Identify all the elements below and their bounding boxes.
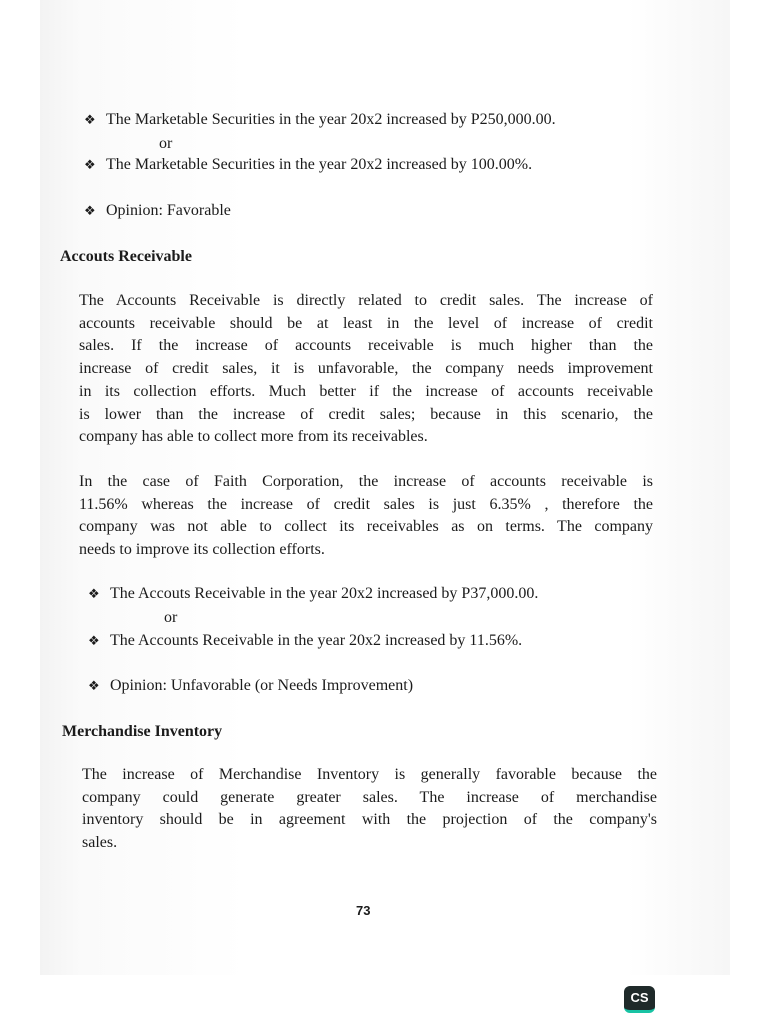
bullet-opinion-unfavorable: ❖ Opinion: Unfavorable (or Needs Improvement) xyxy=(88,676,413,697)
paragraph-faith-corporation xyxy=(79,471,653,562)
bullet-accounts-receivable-percent: ❖ The Accounts Receivable in the year 20x2 increased by 11.56%. xyxy=(88,631,522,652)
bullet-diamond-icon: ❖ xyxy=(88,587,100,602)
bullet-diamond-icon: ❖ xyxy=(84,204,96,219)
section-heading-merchandise-inventory: Merchandise Inventory xyxy=(62,723,223,740)
bullet-opinion-favorable: ❖ Opinion: Favorable xyxy=(84,201,231,222)
paragraph-line: company was not able to collect its receivables as on terms. The company xyxy=(79,518,653,536)
paragraph-line: sales. xyxy=(82,834,118,852)
paragraph-line: In the case of Faith Corporation, the increase of accounts receivable is xyxy=(79,473,653,490)
paragraph-line: company could generate greater sales. The increase of merchandise xyxy=(82,788,657,806)
paragraph-line: in its collection efforts. Much better if the increase of accounts receivable xyxy=(79,382,653,400)
paragraph-line: The Accounts Receivable is directly related to credit sales. The increase of xyxy=(79,292,653,309)
camscanner-logo-icon: CS xyxy=(624,986,655,1013)
page-number: 73 xyxy=(356,903,371,918)
paragraph-line: increase of credit sales, it is unfavorable, the company needs improvement xyxy=(79,360,653,378)
bullet-marketable-securities-amount: ❖ The Marketable Securities in the year 20x2 increased by P250,000.00. xyxy=(84,110,556,131)
bullet-diamond-icon: ❖ xyxy=(88,679,100,694)
bullet-marketable-securities-percent: ❖ The Marketable Securities in the year 20x2 increased by 100.00%. xyxy=(84,155,532,176)
paragraph-merchandise-inventory xyxy=(82,764,657,855)
paragraph-line: needs to improve its collection efforts. xyxy=(79,541,325,559)
or-separator: or xyxy=(159,135,173,152)
or-separator: or xyxy=(164,609,178,626)
bullet-diamond-icon: ❖ xyxy=(84,158,96,173)
paragraph-line: 11.56% whereas the increase of credit sales is just 6.35% , therefore the xyxy=(79,495,653,513)
paragraph-line: sales. If the increase of accounts receivable is much higher than the xyxy=(79,337,653,355)
bullet-accounts-receivable-amount: ❖ The Accouts Receivable in the year 20x2 increased by P37,000.00. xyxy=(88,584,538,605)
section-heading-accounts-receivable: Accouts Receivable xyxy=(60,248,192,265)
paragraph-accounts-receivable-intro xyxy=(79,290,653,449)
paragraph-line: is lower than the increase of credit sales; because in this scenario, the xyxy=(79,405,653,423)
paragraph-line: company has able to collect more from its receivables. xyxy=(79,428,428,446)
bullet-diamond-icon: ❖ xyxy=(88,634,100,649)
paragraph-line: accounts receivable should be at least in the level of increase of credit xyxy=(79,314,653,332)
paragraph-line: inventory should be in agreement with the projection of the company's xyxy=(82,811,657,829)
bullet-diamond-icon: ❖ xyxy=(84,113,96,128)
paragraph-line: The increase of Merchandise Inventory is generally favorable because the xyxy=(82,766,657,783)
